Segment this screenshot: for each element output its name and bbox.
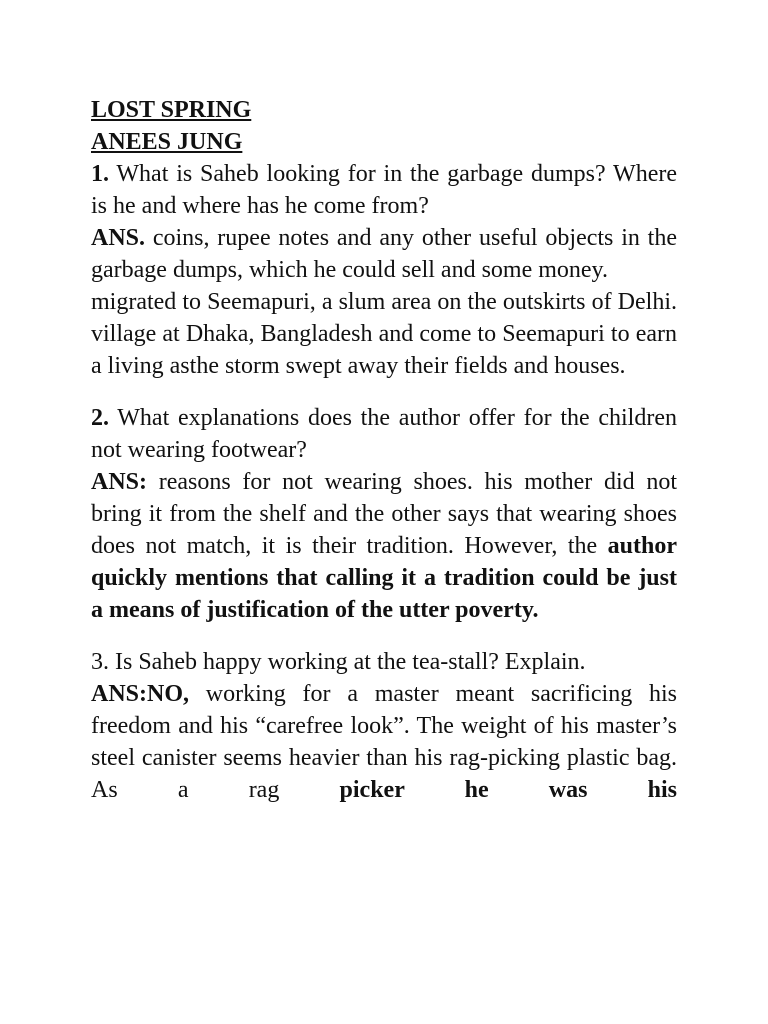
answer-1-continued: migrated to Seemapuri, a slum area on the outskirts of Delhi. village at Dhaka, Bangladesh and come to Seemapuri to earn a living asthe storm swept away their fields and houses. — [91, 289, 677, 379]
answer-3-label: ANS: — [91, 681, 148, 707]
question-1-number: 1. — [91, 161, 109, 187]
question-3: 3. Is Saheb happy working at the tea-stall? Explain. — [91, 649, 586, 675]
answer-2-bold-text: author quickly mentions that calling it a tradition could be just a means of justification of the utter poverty. — [91, 533, 677, 623]
answer-3-no: NO, — [147, 681, 190, 707]
question-1-text: What is Saheb looking for in the garbage dumps? Where is he and where has he come from? — [91, 161, 677, 219]
answer-1 — [91, 222, 677, 286]
question-2-text: What explanations does the author offer for the children not wearing footwear? — [91, 405, 677, 463]
document-title: LOST SPRING — [91, 97, 252, 123]
answer-2-text: reasons for not wearing shoes. his mother did not bring it from the shelf and the other says that wearing shoes does not match, it is their tradition. However, the — [91, 469, 677, 559]
question-2 — [91, 402, 677, 466]
answer-3 — [91, 678, 677, 806]
answer-2-label: ANS: — [91, 469, 148, 495]
document-author: ANEES JUNG — [91, 129, 243, 155]
question-2-number: 2. — [91, 405, 109, 431]
answer-1-label: ANS. — [91, 225, 146, 251]
answer-3-bold-text: picker he was his — [339, 777, 677, 803]
answer-2 — [91, 466, 677, 626]
answer-1-text: coins, rupee notes and any other useful objects in the garbage dumps, which he could sell and some money. — [91, 225, 677, 283]
paragraph-gap — [91, 626, 677, 646]
question-1 — [91, 158, 677, 222]
answer-3-text: working for a master meant sacrificing his freedom and his “carefree look”. The weight of his master’s steel canister seems heavier than his rag-picking plastic bag. As a rag — [91, 681, 677, 803]
paragraph-gap — [91, 382, 677, 402]
